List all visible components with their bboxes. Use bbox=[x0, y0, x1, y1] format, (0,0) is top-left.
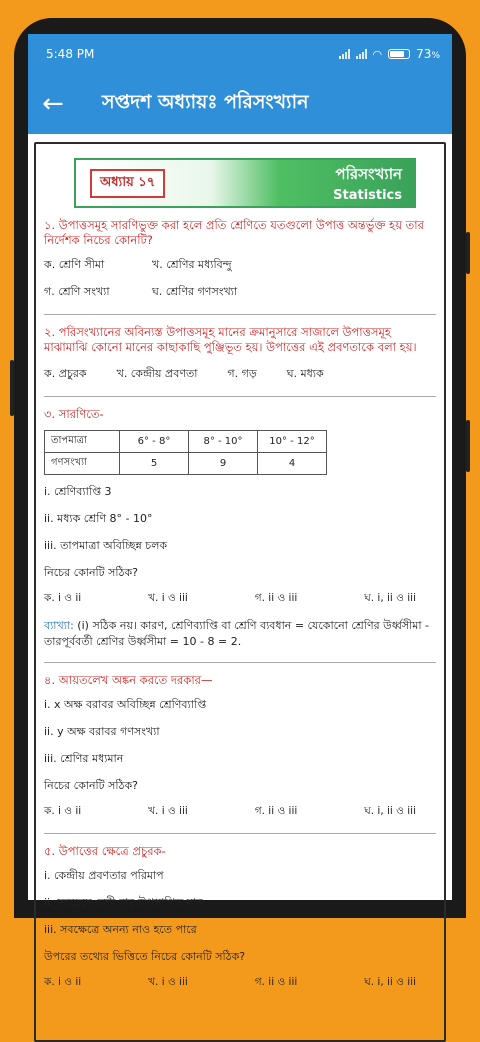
question-1: ১. উপাত্তসমূহ সারণিভুক্ত করা হলে প্রতি শ্রেণিতে যতগুলো উপাত্ত অন্তর্ভুক্ত হয় তার নির্দেশক নিচের কোনটি? bbox=[44, 218, 424, 247]
question-1-options bbox=[44, 256, 436, 302]
table-cell: তাপমাত্রা bbox=[45, 431, 120, 453]
option: খ. i ও iii bbox=[148, 805, 188, 817]
chapter-header bbox=[74, 158, 416, 208]
option: ঘ. শ্রেণির গণসংখ্যা bbox=[152, 285, 238, 298]
option: খ. শ্রেণির মধ্যবিন্দু bbox=[152, 258, 232, 271]
status-time: 5:48 PM bbox=[46, 47, 95, 61]
power-button-bottom bbox=[466, 420, 470, 472]
option: ক. i ও ii bbox=[44, 592, 82, 604]
question-prompt: উপরের তথ্যের ভিত্তিতে নিচের কোনটি সঠিক? bbox=[44, 950, 246, 963]
statement: iii. তাপমাত্রা অবিচ্ছিন্ন চলক bbox=[44, 539, 168, 552]
chapter-title-en: Statistics bbox=[333, 188, 402, 203]
chapter-tag: অধ্যায় ১৭ bbox=[90, 169, 165, 198]
option: ক. প্রচুরক bbox=[44, 367, 87, 380]
divider bbox=[44, 314, 436, 315]
volume-button bbox=[10, 360, 14, 416]
signal-icon bbox=[339, 49, 350, 59]
explanation-text: (i) সঠিক নয়। কারণ, শ্রেণিব্যাপ্তি বা শ্রেণি ব্যবধান = যেকোনো শ্রেণির উর্ধ্বসীমা - তারপূর্ববর্তী শ্রেণির উর্ধ্বসীমা = 10 - 8 = 2. bbox=[44, 619, 430, 648]
frequency-table bbox=[44, 430, 327, 475]
option: ক. শ্রেণি সীমা bbox=[44, 258, 105, 271]
question-2: ২. পরিসংখ্যানের অবিন্যস্ত উপাত্তসমূহ মানের ক্রমানুসারে সাজালে উপাত্তসমূহ মাঝামাঝি কোনো মানের কাছাকাছি পুঞ্জিভূত হয়। উপাত্তের এই প্রবণতাকে বলা হয়। bbox=[44, 325, 417, 354]
table-cell: 10° - 12° bbox=[258, 431, 327, 453]
statement: ii. মধ্যক শ্রেণি 8° - 10° bbox=[44, 512, 153, 525]
option: গ. ii ও iii bbox=[254, 976, 298, 988]
table-cell: 4 bbox=[258, 453, 327, 475]
page-title: সপ্তদশ অধ্যায়ঃ পরিসংখ্যান bbox=[102, 91, 309, 113]
explanation bbox=[44, 618, 436, 650]
back-arrow-icon[interactable]: ← bbox=[42, 89, 64, 119]
option: খ. কেন্দ্রীয় প্রবণতা bbox=[116, 367, 198, 380]
table-cell: গণসংখ্যা bbox=[45, 453, 120, 475]
option: গ. ii ও iii bbox=[254, 592, 298, 604]
statement: i. কেন্দ্রীয় প্রবণতার পরিমাপ bbox=[44, 869, 164, 882]
question-4: ৪. আয়তলেখ অঙ্কন করতে দরকার— bbox=[44, 673, 213, 687]
explanation-label: ব্যাখ্যা: bbox=[44, 619, 74, 632]
statement: i. x অক্ষ বরাবর অবিচ্ছিন্ন শ্রেণিব্যাপ্তি bbox=[44, 698, 207, 711]
question-prompt: নিচের কোনটি সঠিক? bbox=[44, 566, 138, 579]
app-screen bbox=[28, 34, 452, 988]
table-cell: 8° - 10° bbox=[189, 431, 258, 453]
table-cell: 6° - 8° bbox=[120, 431, 189, 453]
chapter-title-block bbox=[333, 163, 402, 203]
option: ঘ. i, ii ও iii bbox=[364, 592, 416, 604]
table-header-row bbox=[45, 431, 327, 453]
divider bbox=[44, 396, 436, 397]
statement: iii. শ্রেণির মধ্যমান bbox=[44, 752, 124, 765]
option: ঘ. i, ii ও iii bbox=[364, 805, 416, 817]
option: ঘ. i, ii ও iii bbox=[364, 976, 416, 988]
option: গ. ii ও iii bbox=[254, 805, 298, 817]
divider bbox=[44, 833, 436, 834]
statement: ii. সবচেয়ে বেশী বার উপস্থাপিত মান bbox=[44, 896, 203, 909]
question-4-options bbox=[44, 804, 436, 821]
question-2-options bbox=[44, 365, 436, 384]
table-cell: 5 bbox=[120, 453, 189, 475]
statement: i. শ্রেণিব্যাপ্তি 3 bbox=[44, 485, 112, 498]
option: ক. i ও ii bbox=[44, 805, 82, 817]
option: খ. i ও iii bbox=[148, 976, 188, 988]
content-area[interactable] bbox=[28, 134, 452, 988]
divider bbox=[44, 662, 436, 663]
option: খ. i ও iii bbox=[148, 592, 188, 604]
option: ঘ. মধ্যক bbox=[286, 367, 324, 380]
option: ক. i ও ii bbox=[44, 976, 82, 988]
wifi-icon: ◠ bbox=[372, 47, 383, 61]
question-5-options bbox=[44, 975, 436, 992]
option: গ. শ্রেণি সংখ্যা bbox=[44, 285, 110, 298]
power-button-top bbox=[466, 232, 470, 274]
table-row bbox=[45, 453, 327, 475]
table-cell: 9 bbox=[189, 453, 258, 475]
document-page bbox=[34, 142, 446, 1042]
option: গ. গড় bbox=[227, 367, 257, 380]
battery-percent: 73% bbox=[416, 47, 440, 61]
question-prompt: নিচের কোনটি সঠিক? bbox=[44, 779, 138, 792]
question-3: ৩. সারণিতে- bbox=[44, 407, 104, 421]
question-3-options bbox=[44, 591, 436, 608]
status-icons bbox=[339, 47, 440, 61]
statement: ii. y অক্ষ বরাবর গণসংখ্যা bbox=[44, 725, 160, 738]
battery-icon bbox=[388, 49, 410, 59]
app-bar bbox=[28, 74, 452, 134]
question-5: ৫. উপাত্তের ক্ষেত্রে প্রচুরক- bbox=[44, 844, 166, 858]
chapter-title-bn: পরিসংখ্যান bbox=[335, 165, 402, 183]
signal-icon-2 bbox=[356, 49, 367, 59]
statement: iii. সবক্ষেত্রে অনন্য নাও হতে পারে bbox=[44, 923, 197, 936]
status-bar bbox=[28, 34, 452, 74]
